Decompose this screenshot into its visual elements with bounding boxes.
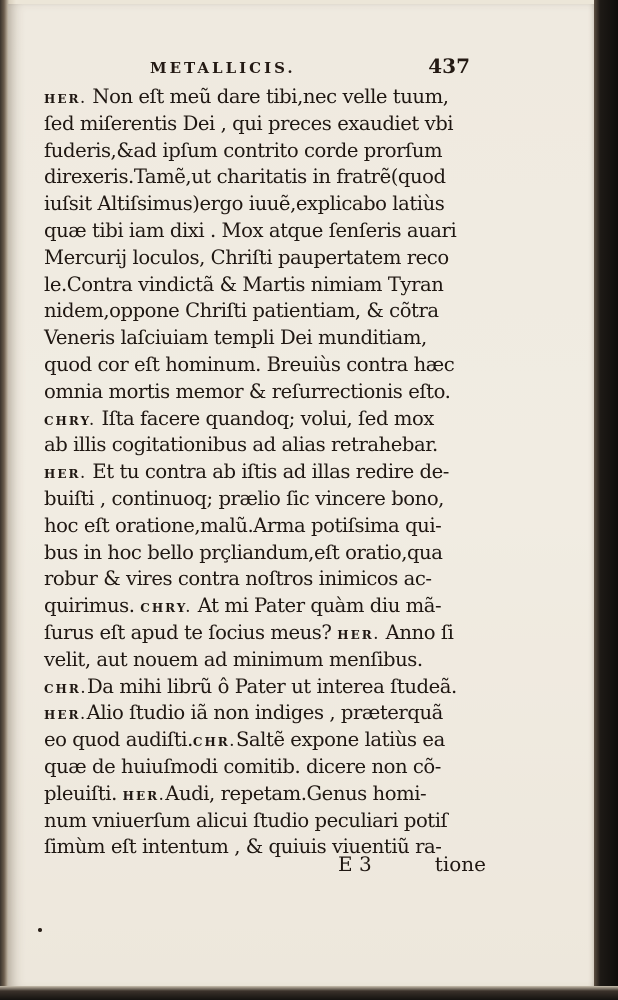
text-line: fuderis,&ad ipſum contrito corde prorſum — [44, 138, 443, 162]
text-line: num vniuerſum alicui ſtudio peculiari potiſ — [44, 808, 448, 832]
text-line: velit, aut nouem ad minimum menſibus. — [44, 647, 423, 671]
text-line: CHR.Da mihi librũ ô Pater ut interea ſtudeã. — [44, 674, 457, 698]
speaker-label: CHR. — [44, 681, 88, 696]
text-line: HER.Alio ſtudio iã non indiges , præterquã — [44, 701, 443, 725]
speaker-label: HER. — [44, 708, 87, 723]
speaker-label: HER. — [44, 92, 87, 106]
text-line: HER. Non eſt meũ dare tibi,nec velle tuum, — [44, 85, 449, 108]
text-line: eo quod audiſti.CHR.Saltẽ expone latiùs ea — [44, 728, 445, 752]
text-line: quod cor eſt hominum. Breuiùs contra hæc — [44, 352, 455, 376]
text-line: ſed miſerentis Dei , qui preces exaudiet vbi — [44, 111, 454, 135]
signature-mark: E 3 — [338, 852, 372, 876]
text-line: pleuiſti. HER.Audi, repetam.Genus homi- — [44, 781, 427, 805]
page-bottom-edge — [0, 986, 618, 1000]
speaker-label: HER. — [44, 467, 87, 482]
speaker-label: HER. — [122, 788, 166, 803]
catchword: tione — [434, 852, 486, 876]
body-text — [44, 84, 490, 861]
text-line: iuſsit Altiſsimus)ergo iuuẽ,explicabo latiùs — [44, 192, 445, 216]
text-line: quirimus. CHRY. At mi Pater quàm diu mã- — [44, 594, 442, 618]
text-line: ſurus eſt apud te ſocius meus? HER. Anno ſi — [44, 620, 454, 644]
text-line: bus in hoc bello prçliandum,eſt oratio,qua — [44, 540, 443, 564]
text-line: robur & vires contra noſtros inimicos ac- — [44, 567, 432, 591]
text-line: quæ tibi iam dixi . Mox atque ſenſeris auari — [44, 218, 457, 242]
text-line: le.Contra vindictã & Martis nimiam Tyran — [44, 272, 444, 296]
page-number: 437 — [428, 54, 470, 78]
speaker-label: CHR. — [192, 735, 236, 750]
text-line: direxeris.Tamẽ,ut charitatis in fratrẽ(quod — [44, 165, 446, 189]
text-line: omnia mortis memor & reſurrectionis eſto. — [44, 379, 451, 403]
text-line: quæ de huiuſmodi comitib. dicere non cõ- — [44, 754, 441, 778]
speaker-label: HER. — [337, 627, 380, 642]
page-footer — [44, 852, 490, 882]
text-line: ab illis cogitationibus ad alias retrahebar. — [44, 433, 438, 457]
speaker-label: CHRY. — [140, 601, 192, 616]
text-line: CHRY. Iſta facere quandoq; volui, ſed mox — [44, 406, 434, 430]
page-header — [150, 55, 470, 81]
text-line: ſimùm eſt intentum , & quiuis viuentiũ ra- — [44, 835, 442, 859]
text-line: hoc eſt oratione,malũ.Arma potiſsima qui- — [44, 513, 442, 537]
speaker-label: CHRY. — [44, 413, 96, 428]
text-line: nidem,oppone Chriſti patientiam, & cõtra — [44, 299, 439, 323]
running-title: METALLICIS. — [150, 59, 296, 77]
binding-shadow — [594, 0, 618, 1000]
text-line: buiſti , continuoq; prælio ſic vincere bono, — [44, 486, 444, 510]
text-line: HER. Et tu contra ab iſtis ad illas redire de- — [44, 460, 449, 484]
text-line: Veneris laſciuiam templi Dei munditiam, — [44, 326, 427, 350]
text-line: Mercurij loculos, Chriſti paupertatem reco — [44, 245, 449, 269]
ink-speck — [38, 928, 42, 932]
